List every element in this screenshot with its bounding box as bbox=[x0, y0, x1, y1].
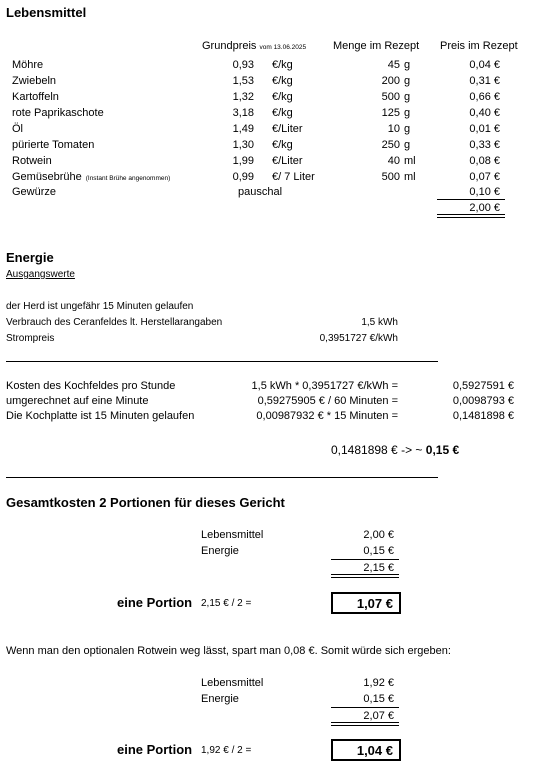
ingredient-cost: 0,01 € bbox=[469, 123, 500, 135]
header-grundpreis: Grundpreis vom 13.06.2025 bbox=[202, 40, 307, 52]
ingredient-price: 1,30 bbox=[232, 139, 254, 151]
calc-result: 0,1481898 € bbox=[452, 410, 514, 422]
header-date-note: vom 13.06.2025 bbox=[259, 44, 307, 51]
energie-result-text: 0,1481898 € -> ~ bbox=[331, 443, 423, 457]
strompreis-label: Strompreis bbox=[6, 333, 55, 344]
ingredient-qty-unit: g bbox=[404, 123, 411, 135]
gesamt-lebensmittel-label: Lebensmittel bbox=[201, 529, 264, 541]
gewuerze-price: pauschal bbox=[238, 186, 283, 198]
energie-title: Energie bbox=[6, 250, 54, 265]
ingredient-unit: €/kg bbox=[272, 91, 293, 103]
gesamt-portion-formula: 2,15 € / 2 = bbox=[201, 598, 252, 609]
ingredient-name: Rotwein bbox=[12, 155, 52, 167]
ingredient-unit: €/Liter bbox=[272, 155, 303, 167]
ingredient-qty-unit: g bbox=[404, 75, 411, 87]
optional-portion-box bbox=[331, 739, 401, 761]
ingredient-price: 1,99 bbox=[232, 155, 254, 167]
ingredient-unit: €/kg bbox=[272, 107, 293, 119]
gewuerze-name: Gewürze bbox=[12, 186, 57, 198]
ingredient-name: Kartoffeln bbox=[12, 91, 59, 103]
gesamt-sum: 2,15 € bbox=[363, 562, 394, 574]
ingredient-price: 1,53 bbox=[232, 75, 254, 87]
gesamt-rule-double-2 bbox=[331, 577, 399, 578]
ingredient-name: Zwiebeln bbox=[12, 75, 57, 87]
ingredient-qty: 10 bbox=[387, 123, 400, 135]
gesamt-rule-top bbox=[331, 559, 399, 560]
ingredient-qty-unit: ml bbox=[404, 155, 416, 167]
energie-result bbox=[331, 444, 459, 456]
calc-label: Die Kochplatte ist 15 Minuten gelaufen bbox=[6, 410, 195, 422]
ingredient-cost: 0,08 € bbox=[469, 155, 500, 167]
ingredient-qty: 500 bbox=[381, 171, 400, 183]
ingredient-name bbox=[12, 172, 170, 183]
calc-formula: 1,5 kWh * 0,3951727 €/kWh = bbox=[251, 380, 398, 392]
ingredient-unit: €/ 7 Liter bbox=[272, 171, 315, 183]
calc-result: 0,0098793 € bbox=[452, 395, 514, 407]
optional-portion-label: eine Portion bbox=[117, 742, 193, 757]
ingredient-qty-unit: ml bbox=[404, 171, 416, 183]
energie-result-rounded: 0,15 € bbox=[425, 443, 460, 457]
optional-portion-formula: 1,92 € / 2 = bbox=[201, 745, 252, 756]
optional-note: Wenn man den optionalen Rotwein weg lässt, spart man 0,08 €. Somit würde sich ergeben: bbox=[6, 645, 451, 657]
ingredient-qty-unit: g bbox=[404, 139, 411, 151]
ingredient-cost: 0,07 € bbox=[469, 171, 500, 183]
ingredient-name: Möhre bbox=[12, 59, 44, 71]
strompreis-value: 0,3951727 €/kWh bbox=[319, 333, 398, 344]
ingredient-unit: €/kg bbox=[272, 139, 293, 151]
calc-result: 0,5927591 € bbox=[452, 380, 514, 392]
ingredient-cost: 0,66 € bbox=[469, 91, 500, 103]
optional-lebensmittel-label: Lebensmittel bbox=[201, 677, 264, 689]
optional-sum: 2,07 € bbox=[363, 710, 394, 722]
ingredient-qty-unit: g bbox=[404, 91, 411, 103]
ingredient-price: 0,99 bbox=[232, 171, 254, 183]
optional-rule-top bbox=[331, 707, 399, 708]
optional-rule-double-1 bbox=[331, 722, 399, 723]
ingredient-qty: 250 bbox=[381, 139, 400, 151]
verbrauch-value: 1,5 kWh bbox=[361, 317, 398, 328]
gesamt-portion-label: eine Portion bbox=[117, 595, 193, 610]
gesamt-title: Gesamtkosten 2 Portionen für dieses Gericht bbox=[6, 495, 285, 510]
optional-energie-value: 0,15 € bbox=[363, 693, 394, 705]
ingredient-cost: 0,31 € bbox=[469, 75, 500, 87]
ingredient-note: (Instant Brühe angenommen) bbox=[85, 175, 171, 182]
ingredient-name-text: Gemüsebrühe bbox=[12, 171, 82, 183]
gesamt-lebensmittel-value: 2,00 € bbox=[363, 529, 394, 541]
gesamt-portion-value: 1,07 € bbox=[356, 596, 393, 611]
ingredient-price: 1,49 bbox=[232, 123, 254, 135]
ingredient-cost: 0,04 € bbox=[469, 59, 500, 71]
ingredient-name: pürierte Tomaten bbox=[12, 139, 95, 151]
ingredient-cost: 0,40 € bbox=[469, 107, 500, 119]
optional-portion-value: 1,04 € bbox=[356, 743, 393, 758]
gesamt-rule-double-1 bbox=[331, 574, 399, 575]
ingredient-cost: 0,33 € bbox=[469, 139, 500, 151]
ingredient-price: 1,32 bbox=[232, 91, 254, 103]
ingredient-qty: 40 bbox=[387, 155, 400, 167]
total-rule-double-1 bbox=[437, 214, 505, 215]
energie-subtitle: Ausgangswerte bbox=[6, 269, 75, 280]
ingredient-unit: €/kg bbox=[272, 59, 293, 71]
gesamt-energie-label: Energie bbox=[201, 545, 239, 557]
ingredient-qty: 500 bbox=[381, 91, 400, 103]
ingredient-qty: 45 bbox=[387, 59, 400, 71]
ingredient-unit: €/kg bbox=[272, 75, 293, 87]
optional-energie-label: Energie bbox=[201, 693, 239, 705]
optional-lebensmittel-value: 1,92 € bbox=[363, 677, 394, 689]
gesamt-portion-box bbox=[331, 592, 401, 614]
lebensmittel-total: 2,00 € bbox=[469, 202, 500, 214]
header-menge: Menge im Rezept bbox=[333, 40, 420, 52]
energie-divider-bottom bbox=[6, 477, 438, 478]
total-rule-top bbox=[437, 199, 505, 200]
ingredient-qty: 200 bbox=[381, 75, 400, 87]
ingredient-qty-unit: g bbox=[404, 59, 411, 71]
herd-text: der Herd ist ungefähr 15 Minuten gelaufen bbox=[6, 301, 194, 312]
lebensmittel-title: Lebensmittel bbox=[6, 5, 87, 20]
calc-formula: 0,00987932 € * 15 Minuten = bbox=[256, 410, 398, 422]
ingredient-price: 0,93 bbox=[232, 59, 254, 71]
verbrauch-label: Verbrauch des Ceranfeldes lt. Herstellarangaben bbox=[6, 317, 223, 328]
calc-label: umgerechnet auf eine Minute bbox=[6, 395, 149, 407]
ingredient-name: rote Paprikaschote bbox=[12, 107, 104, 119]
ingredient-unit: €/Liter bbox=[272, 123, 303, 135]
calc-formula: 0,59275905 € / 60 Minuten = bbox=[257, 395, 398, 407]
ingredient-qty: 125 bbox=[381, 107, 400, 119]
calc-label: Kosten des Kochfeldes pro Stunde bbox=[6, 380, 176, 392]
energie-divider bbox=[6, 361, 438, 362]
ingredient-price: 3,18 bbox=[232, 107, 254, 119]
gesamt-energie-value: 0,15 € bbox=[363, 545, 394, 557]
ingredient-qty-unit: g bbox=[404, 107, 411, 119]
header-preis: Preis im Rezept bbox=[440, 40, 518, 52]
optional-rule-double-2 bbox=[331, 725, 399, 726]
ingredient-name: Öl bbox=[12, 123, 23, 135]
gewuerze-cost: 0,10 € bbox=[469, 186, 500, 198]
total-rule-double-2 bbox=[437, 217, 505, 218]
